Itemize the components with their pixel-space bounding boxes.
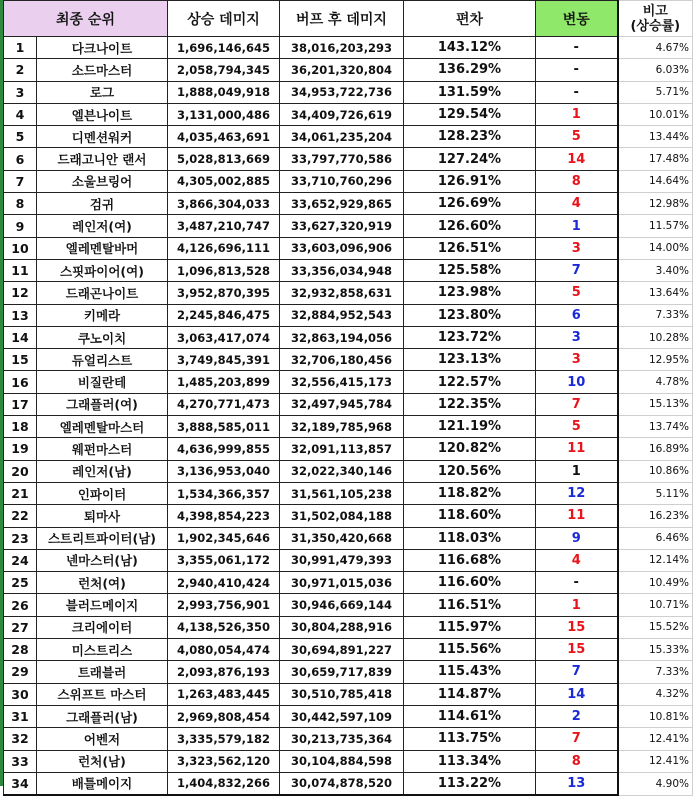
note-cell[interactable]: 4.78% <box>618 371 693 393</box>
rank-cell[interactable]: 34 <box>4 772 37 795</box>
class-name-cell[interactable]: 디멘션워커 <box>37 126 168 148</box>
deviation-cell[interactable]: 125.58% <box>404 259 536 281</box>
change-cell[interactable]: 2 <box>536 705 618 727</box>
damage-cell[interactable]: 2,993,756,901 <box>168 594 280 616</box>
change-cell[interactable]: - <box>536 572 618 594</box>
damage-cell[interactable]: 1,534,366,357 <box>168 482 280 504</box>
class-name-cell[interactable]: 퇴마사 <box>37 505 168 527</box>
change-cell[interactable]: 8 <box>536 170 618 192</box>
damage-cell[interactable]: 3,888,585,011 <box>168 416 280 438</box>
damage-cell[interactable]: 1,902,345,646 <box>168 527 280 549</box>
table-row <box>4 683 693 705</box>
buffed-damage-cell[interactable]: 30,104,884,598 <box>280 750 404 772</box>
note-cell[interactable]: 10.81% <box>618 705 693 727</box>
class-name-cell[interactable]: 웨펀마스터 <box>37 438 168 460</box>
buffed-damage-cell[interactable]: 32,884,952,543 <box>280 304 404 326</box>
damage-cell[interactable]: 1,263,483,445 <box>168 683 280 705</box>
note-cell[interactable]: 12.41% <box>618 750 693 772</box>
class-name-cell[interactable]: 그래플러(남) <box>37 705 168 727</box>
table-row <box>4 193 693 215</box>
change-cell[interactable]: 3 <box>536 237 618 259</box>
change-cell[interactable]: 3 <box>536 349 618 371</box>
change-cell[interactable]: 7 <box>536 661 618 683</box>
class-name-cell[interactable]: 레인저(남) <box>37 460 168 482</box>
note-cell[interactable]: 10.49% <box>618 572 693 594</box>
deviation-cell[interactable]: 115.56% <box>404 639 536 661</box>
class-name-cell[interactable]: 스위프트 마스터 <box>37 683 168 705</box>
table-row <box>4 393 693 415</box>
damage-cell[interactable]: 1,485,203,899 <box>168 371 280 393</box>
ranking-table <box>3 0 693 796</box>
note-cell[interactable]: 5.71% <box>618 81 693 103</box>
table-row <box>4 103 693 125</box>
buffed-damage-cell[interactable]: 32,022,340,146 <box>280 460 404 482</box>
deviation-cell[interactable]: 113.75% <box>404 728 536 750</box>
buffed-damage-cell[interactable]: 30,442,597,109 <box>280 705 404 727</box>
header-damage[interactable]: 상승 데미지 <box>168 1 280 37</box>
deviation-cell[interactable]: 118.03% <box>404 527 536 549</box>
buffed-damage-cell[interactable]: 30,213,735,364 <box>280 728 404 750</box>
table-row <box>4 304 693 326</box>
damage-cell[interactable]: 4,636,999,855 <box>168 438 280 460</box>
rank-cell[interactable]: 26 <box>4 594 37 616</box>
header-note-title: 비고 <box>642 3 668 19</box>
buffed-damage-cell[interactable]: 34,409,726,619 <box>280 103 404 125</box>
damage-cell[interactable]: 3,335,579,182 <box>168 728 280 750</box>
rank-cell[interactable]: 1 <box>4 37 37 59</box>
header-note[interactable] <box>618 1 693 37</box>
damage-cell[interactable]: 3,063,417,074 <box>168 326 280 348</box>
class-name-cell[interactable]: 넨마스터(남) <box>37 549 168 571</box>
note-cell[interactable]: 12.14% <box>618 549 693 571</box>
rank-cell[interactable]: 17 <box>4 393 37 415</box>
buffed-damage-cell[interactable]: 32,932,858,631 <box>280 282 404 304</box>
table-row <box>4 772 693 795</box>
damage-cell[interactable]: 4,398,854,223 <box>168 505 280 527</box>
buffed-damage-cell[interactable]: 33,710,760,296 <box>280 170 404 192</box>
change-cell[interactable]: 3 <box>536 326 618 348</box>
rank-cell[interactable]: 10 <box>4 237 37 259</box>
deviation-cell[interactable]: 123.13% <box>404 349 536 371</box>
damage-cell[interactable]: 2,969,808,454 <box>168 705 280 727</box>
change-cell[interactable]: 10 <box>536 371 618 393</box>
rank-cell[interactable]: 31 <box>4 705 37 727</box>
damage-cell[interactable]: 3,866,304,033 <box>168 193 280 215</box>
note-cell[interactable]: 13.44% <box>618 126 693 148</box>
class-name-cell[interactable]: 엘븐나이트 <box>37 103 168 125</box>
deviation-cell[interactable]: 115.97% <box>404 616 536 638</box>
change-cell[interactable]: 15 <box>536 616 618 638</box>
buffed-damage-cell[interactable]: 33,603,096,906 <box>280 237 404 259</box>
table-row <box>4 170 693 192</box>
damage-cell[interactable]: 1,888,049,918 <box>168 81 280 103</box>
rank-cell[interactable]: 28 <box>4 639 37 661</box>
class-name-cell[interactable]: 블러드메이지 <box>37 594 168 616</box>
table-row <box>4 527 693 549</box>
damage-cell[interactable]: 2,245,846,475 <box>168 304 280 326</box>
note-cell[interactable]: 15.33% <box>618 639 693 661</box>
change-cell[interactable]: 14 <box>536 148 618 170</box>
rank-cell[interactable]: 14 <box>4 326 37 348</box>
table-row <box>4 594 693 616</box>
deviation-cell[interactable]: 126.51% <box>404 237 536 259</box>
deviation-cell[interactable]: 136.29% <box>404 59 536 81</box>
deviation-cell[interactable]: 123.72% <box>404 326 536 348</box>
table-row <box>4 215 693 237</box>
rank-cell[interactable]: 5 <box>4 126 37 148</box>
header-note-subtitle: (상승률) <box>630 18 681 34</box>
change-cell[interactable]: 8 <box>536 750 618 772</box>
class-name-cell[interactable]: 미스트리스 <box>37 639 168 661</box>
table-row <box>4 616 693 638</box>
damage-cell[interactable]: 4,126,696,111 <box>168 237 280 259</box>
table-row <box>4 728 693 750</box>
buffed-damage-cell[interactable]: 33,356,034,948 <box>280 259 404 281</box>
table-row <box>4 371 693 393</box>
class-name-cell[interactable]: 엘레멘탈바머 <box>37 237 168 259</box>
change-cell[interactable]: 7 <box>536 259 618 281</box>
damage-cell[interactable]: 5,028,813,669 <box>168 148 280 170</box>
class-name-cell[interactable]: 인파이터 <box>37 482 168 504</box>
damage-cell[interactable]: 3,323,562,120 <box>168 750 280 772</box>
change-cell[interactable]: 14 <box>536 683 618 705</box>
buffed-damage-cell[interactable]: 30,510,785,418 <box>280 683 404 705</box>
note-cell[interactable]: 5.11% <box>618 482 693 504</box>
rank-cell[interactable]: 4 <box>4 103 37 125</box>
change-cell[interactable]: 6 <box>536 304 618 326</box>
class-name-cell[interactable]: 비질란테 <box>37 371 168 393</box>
buffed-damage-cell[interactable]: 36,201,320,804 <box>280 59 404 81</box>
table-row <box>4 148 693 170</box>
rank-cell[interactable]: 19 <box>4 438 37 460</box>
buffed-damage-cell[interactable]: 31,350,420,668 <box>280 527 404 549</box>
note-cell[interactable]: 4.32% <box>618 683 693 705</box>
class-name-cell[interactable]: 쿠노이치 <box>37 326 168 348</box>
note-cell[interactable]: 12.41% <box>618 728 693 750</box>
damage-cell[interactable]: 2,058,794,345 <box>168 59 280 81</box>
change-cell[interactable]: - <box>536 81 618 103</box>
class-name-cell[interactable]: 스트리트파이터(남) <box>37 527 168 549</box>
table-row <box>4 438 693 460</box>
note-cell[interactable]: 10.71% <box>618 594 693 616</box>
rank-cell[interactable]: 7 <box>4 170 37 192</box>
change-cell[interactable]: 5 <box>536 126 618 148</box>
change-cell[interactable]: 4 <box>536 549 618 571</box>
rank-cell[interactable]: 27 <box>4 616 37 638</box>
table-row <box>4 349 693 371</box>
table-row <box>4 661 693 683</box>
table-row <box>4 326 693 348</box>
rank-cell[interactable]: 2 <box>4 59 37 81</box>
buffed-damage-cell[interactable]: 32,189,785,968 <box>280 416 404 438</box>
class-name-cell[interactable]: 드래곤나이트 <box>37 282 168 304</box>
class-name-cell[interactable]: 듀얼리스트 <box>37 349 168 371</box>
table-row <box>4 549 693 571</box>
note-cell[interactable]: 16.89% <box>618 438 693 460</box>
table-row <box>4 705 693 727</box>
table-row <box>4 237 693 259</box>
rank-cell[interactable]: 9 <box>4 215 37 237</box>
rank-cell[interactable]: 15 <box>4 349 37 371</box>
note-cell[interactable]: 14.00% <box>618 237 693 259</box>
class-name-cell[interactable]: 소드마스터 <box>37 59 168 81</box>
buffed-damage-cell[interactable]: 30,946,669,144 <box>280 594 404 616</box>
change-cell[interactable]: 11 <box>536 438 618 460</box>
change-cell[interactable]: 12 <box>536 482 618 504</box>
deviation-cell[interactable]: 129.54% <box>404 103 536 125</box>
note-cell[interactable]: 6.03% <box>618 59 693 81</box>
class-name-cell[interactable]: 크리에이터 <box>37 616 168 638</box>
damage-cell[interactable]: 2,093,876,193 <box>168 661 280 683</box>
table-row <box>4 282 693 304</box>
class-name-cell[interactable]: 런처(남) <box>37 750 168 772</box>
rank-cell[interactable]: 20 <box>4 460 37 482</box>
change-cell[interactable]: 7 <box>536 393 618 415</box>
class-name-cell[interactable]: 런처(여) <box>37 572 168 594</box>
table-row <box>4 482 693 504</box>
change-cell[interactable]: 1 <box>536 215 618 237</box>
rank-cell[interactable]: 30 <box>4 683 37 705</box>
deviation-cell[interactable]: 120.56% <box>404 460 536 482</box>
buffed-damage-cell[interactable]: 30,074,878,520 <box>280 772 404 795</box>
table-row <box>4 639 693 661</box>
table-row <box>4 37 693 59</box>
buffed-damage-cell[interactable]: 34,061,235,204 <box>280 126 404 148</box>
header-deviation[interactable]: 편차 <box>404 1 536 37</box>
deviation-cell[interactable]: 131.59% <box>404 81 536 103</box>
damage-cell[interactable]: 4,305,002,885 <box>168 170 280 192</box>
header-row <box>4 1 693 37</box>
damage-cell[interactable]: 3,749,845,391 <box>168 349 280 371</box>
rank-cell[interactable]: 21 <box>4 482 37 504</box>
class-name-cell[interactable]: 그래플러(여) <box>37 393 168 415</box>
change-cell[interactable]: 7 <box>536 728 618 750</box>
rank-cell[interactable]: 23 <box>4 527 37 549</box>
class-name-cell[interactable]: 다크나이트 <box>37 37 168 59</box>
table-row <box>4 81 693 103</box>
deviation-cell[interactable]: 122.57% <box>404 371 536 393</box>
deviation-cell[interactable]: 114.87% <box>404 683 536 705</box>
note-cell[interactable]: 6.46% <box>618 527 693 549</box>
rank-cell[interactable]: 29 <box>4 661 37 683</box>
rank-cell[interactable]: 12 <box>4 282 37 304</box>
change-cell[interactable]: 13 <box>536 772 618 795</box>
rank-cell[interactable]: 13 <box>4 304 37 326</box>
class-name-cell[interactable]: 검귀 <box>37 193 168 215</box>
deviation-cell[interactable]: 118.60% <box>404 505 536 527</box>
change-cell[interactable]: - <box>536 37 618 59</box>
table-row <box>4 750 693 772</box>
deviation-cell[interactable]: 126.69% <box>404 193 536 215</box>
damage-cell[interactable]: 3,487,210,747 <box>168 215 280 237</box>
buffed-damage-cell[interactable]: 34,953,722,736 <box>280 81 404 103</box>
change-cell[interactable]: 1 <box>536 460 618 482</box>
damage-cell[interactable]: 1,096,813,528 <box>168 259 280 281</box>
class-name-cell[interactable]: 스핏파이어(여) <box>37 259 168 281</box>
class-name-cell[interactable]: 엘레멘탈마스터 <box>37 416 168 438</box>
note-cell[interactable]: 16.23% <box>618 505 693 527</box>
buffed-damage-cell[interactable]: 30,804,288,916 <box>280 616 404 638</box>
deviation-cell[interactable]: 128.23% <box>404 126 536 148</box>
damage-cell[interactable]: 3,952,870,395 <box>168 282 280 304</box>
buffed-damage-cell[interactable]: 30,991,479,393 <box>280 549 404 571</box>
note-cell[interactable]: 7.33% <box>618 304 693 326</box>
deviation-cell[interactable]: 121.19% <box>404 416 536 438</box>
deviation-cell[interactable]: 127.24% <box>404 148 536 170</box>
buffed-damage-cell[interactable]: 32,497,945,784 <box>280 393 404 415</box>
rank-cell[interactable]: 22 <box>4 505 37 527</box>
class-name-cell[interactable]: 키메라 <box>37 304 168 326</box>
class-name-cell[interactable]: 드래고니안 랜서 <box>37 148 168 170</box>
buffed-damage-cell[interactable]: 33,797,770,586 <box>280 148 404 170</box>
table-body <box>4 37 693 796</box>
damage-cell[interactable]: 3,355,061,172 <box>168 549 280 571</box>
table-row <box>4 416 693 438</box>
note-cell[interactable]: 14.64% <box>618 170 693 192</box>
buffed-damage-cell[interactable]: 33,627,320,919 <box>280 215 404 237</box>
rank-cell[interactable]: 18 <box>4 416 37 438</box>
change-cell[interactable]: 1 <box>536 103 618 125</box>
buffed-damage-cell[interactable]: 32,863,194,056 <box>280 326 404 348</box>
buffed-damage-cell[interactable]: 32,706,180,456 <box>280 349 404 371</box>
header-change[interactable]: 변동 <box>536 1 618 37</box>
rank-cell[interactable]: 32 <box>4 728 37 750</box>
buffed-damage-cell[interactable]: 30,694,891,227 <box>280 639 404 661</box>
note-cell[interactable]: 15.13% <box>618 393 693 415</box>
table-row <box>4 460 693 482</box>
damage-cell[interactable]: 4,138,526,350 <box>168 616 280 638</box>
note-cell[interactable]: 13.74% <box>618 416 693 438</box>
damage-cell[interactable]: 3,131,000,486 <box>168 103 280 125</box>
deviation-cell[interactable]: 123.98% <box>404 282 536 304</box>
rank-cell[interactable]: 16 <box>4 371 37 393</box>
deviation-cell[interactable]: 113.22% <box>404 772 536 795</box>
buffed-damage-cell[interactable]: 31,502,084,188 <box>280 505 404 527</box>
deviation-cell[interactable]: 116.68% <box>404 549 536 571</box>
deviation-cell[interactable]: 118.82% <box>404 482 536 504</box>
deviation-cell[interactable]: 120.82% <box>404 438 536 460</box>
class-name-cell[interactable]: 소울브링어 <box>37 170 168 192</box>
change-cell[interactable]: 11 <box>536 505 618 527</box>
rank-cell[interactable]: 24 <box>4 549 37 571</box>
damage-cell[interactable]: 1,696,146,645 <box>168 37 280 59</box>
deviation-cell[interactable]: 126.60% <box>404 215 536 237</box>
buffed-damage-cell[interactable]: 32,556,415,173 <box>280 371 404 393</box>
table-row <box>4 259 693 281</box>
note-cell[interactable]: 13.64% <box>618 282 693 304</box>
rank-cell[interactable]: 25 <box>4 572 37 594</box>
class-name-cell[interactable]: 레인저(여) <box>37 215 168 237</box>
damage-cell[interactable]: 4,270,771,473 <box>168 393 280 415</box>
change-cell[interactable]: 5 <box>536 416 618 438</box>
deviation-cell[interactable]: 116.51% <box>404 594 536 616</box>
note-cell[interactable]: 11.57% <box>618 215 693 237</box>
damage-cell[interactable]: 3,136,953,040 <box>168 460 280 482</box>
buffed-damage-cell[interactable]: 30,659,717,839 <box>280 661 404 683</box>
buffed-damage-cell[interactable]: 33,652,929,865 <box>280 193 404 215</box>
rank-cell[interactable]: 8 <box>4 193 37 215</box>
note-cell[interactable]: 4.67% <box>618 37 693 59</box>
deviation-cell[interactable]: 113.34% <box>404 750 536 772</box>
damage-cell[interactable]: 4,080,054,474 <box>168 639 280 661</box>
change-cell[interactable]: 5 <box>536 282 618 304</box>
deviation-cell[interactable]: 114.61% <box>404 705 536 727</box>
rank-cell[interactable]: 6 <box>4 148 37 170</box>
deviation-cell[interactable]: 126.91% <box>404 170 536 192</box>
note-cell[interactable]: 10.28% <box>618 326 693 348</box>
deviation-cell[interactable]: 123.80% <box>404 304 536 326</box>
deviation-cell[interactable]: 143.12% <box>404 37 536 59</box>
buffed-damage-cell[interactable]: 31,561,105,238 <box>280 482 404 504</box>
note-cell[interactable]: 3.40% <box>618 259 693 281</box>
table-row <box>4 505 693 527</box>
note-cell[interactable]: 12.98% <box>618 193 693 215</box>
damage-cell[interactable]: 4,035,463,691 <box>168 126 280 148</box>
change-cell[interactable]: 15 <box>536 639 618 661</box>
table-row <box>4 572 693 594</box>
change-cell[interactable]: 4 <box>536 193 618 215</box>
class-name-cell[interactable]: 트래블러 <box>37 661 168 683</box>
note-cell[interactable]: 7.33% <box>618 661 693 683</box>
note-cell[interactable]: 15.52% <box>618 616 693 638</box>
deviation-cell[interactable]: 116.60% <box>404 572 536 594</box>
change-cell[interactable]: 1 <box>536 594 618 616</box>
damage-cell[interactable]: 1,404,832,266 <box>168 772 280 795</box>
table-row <box>4 59 693 81</box>
note-cell[interactable]: 10.01% <box>618 103 693 125</box>
damage-cell[interactable]: 2,940,410,424 <box>168 572 280 594</box>
rank-cell[interactable]: 3 <box>4 81 37 103</box>
class-name-cell[interactable]: 배틀메이지 <box>37 772 168 795</box>
buffed-damage-cell[interactable]: 32,091,113,857 <box>280 438 404 460</box>
deviation-cell[interactable]: 122.35% <box>404 393 536 415</box>
table-row <box>4 126 693 148</box>
header-buffed-damage[interactable]: 버프 후 데미지 <box>280 1 404 37</box>
note-cell[interactable]: 10.86% <box>618 460 693 482</box>
deviation-cell[interactable]: 115.43% <box>404 661 536 683</box>
rank-cell[interactable]: 33 <box>4 750 37 772</box>
buffed-damage-cell[interactable]: 38,016,203,293 <box>280 37 404 59</box>
note-cell[interactable]: 17.48% <box>618 148 693 170</box>
change-cell[interactable]: 9 <box>536 527 618 549</box>
change-cell[interactable]: - <box>536 59 618 81</box>
class-name-cell[interactable]: 로그 <box>37 81 168 103</box>
header-final-rank[interactable]: 최종 순위 <box>4 1 168 37</box>
buffed-damage-cell[interactable]: 30,971,015,036 <box>280 572 404 594</box>
rank-cell[interactable]: 11 <box>4 259 37 281</box>
note-cell[interactable]: 4.90% <box>618 772 693 795</box>
class-name-cell[interactable]: 어벤저 <box>37 728 168 750</box>
note-cell[interactable]: 12.95% <box>618 349 693 371</box>
